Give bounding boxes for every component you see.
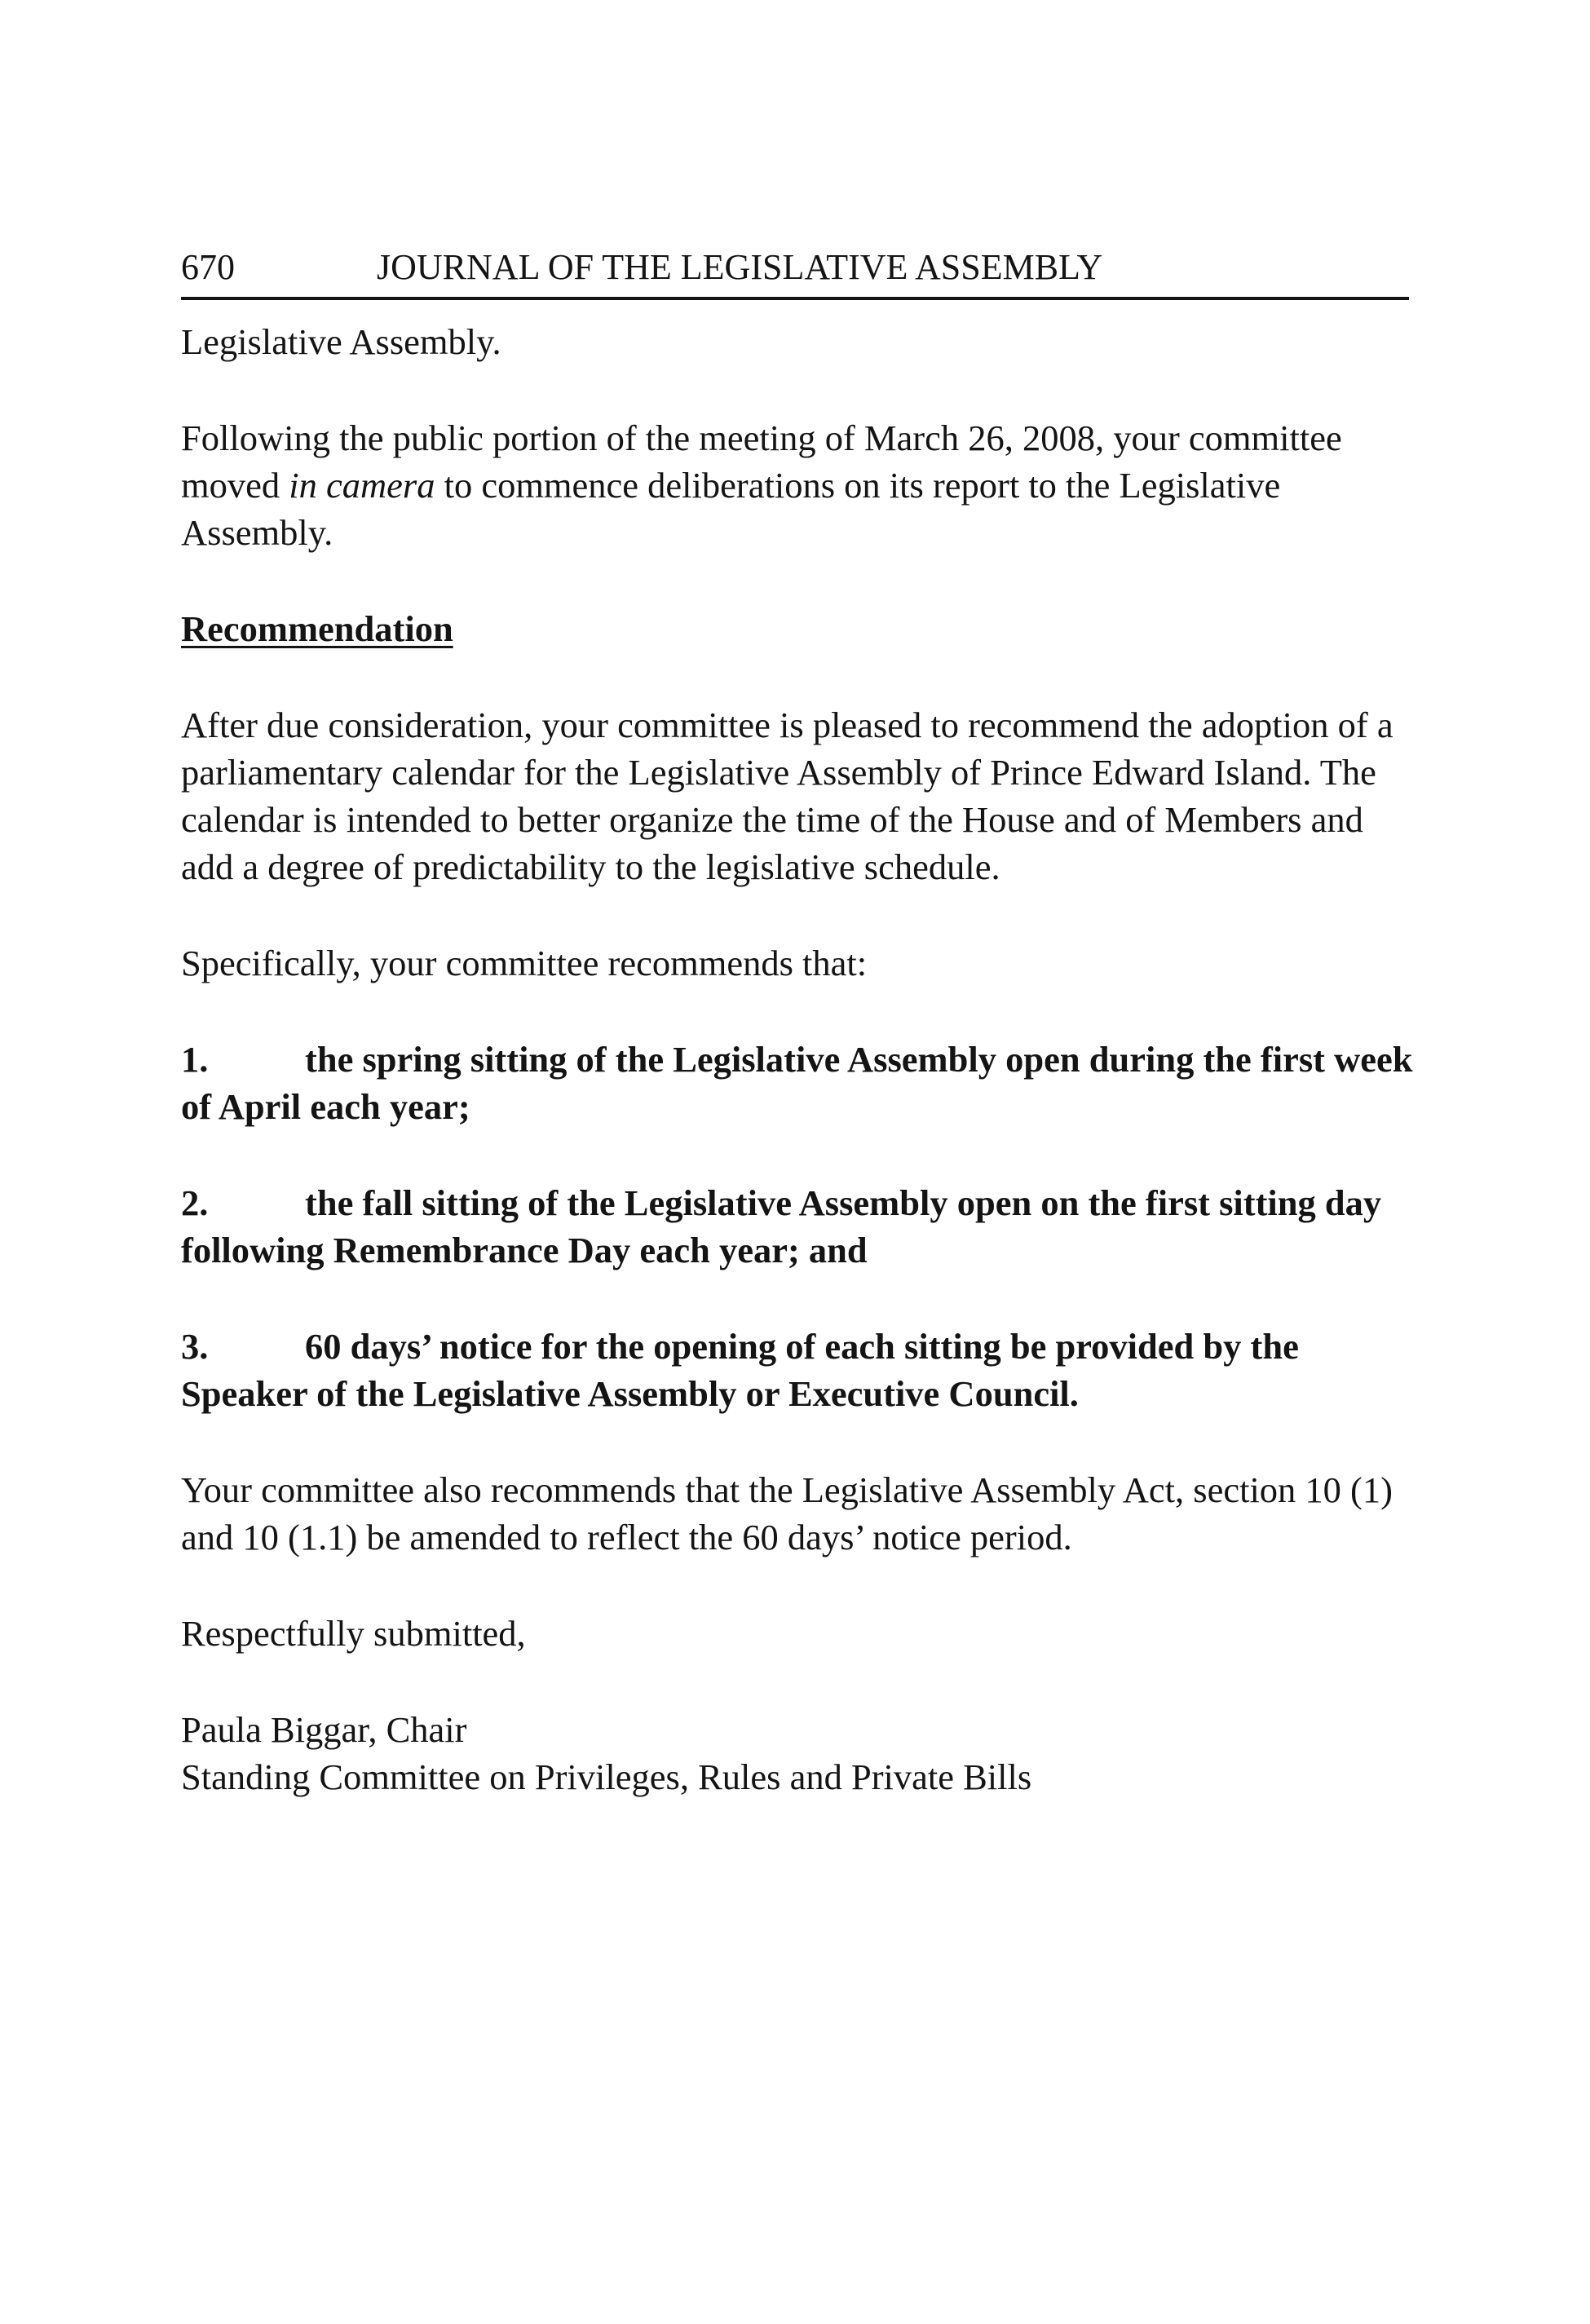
page-number: 670: [181, 247, 235, 287]
item-number: 3.: [181, 1326, 209, 1367]
paragraph-consideration: After due consideration, your committee is pleased to recommend the adoption of a parliamentary calendar for the Legislative Assembly of Prince Edward Island. The calendar is intended to better organize the time of the House and of Members and add a degree of predictability to the legislative schedule.: [181, 705, 1393, 887]
paragraph-amendment: Your committee also recommends that the Legislative Assembly Act, section 10 (1) and 10 (1.1) be amended to reflect the 60 days’ notice period.: [181, 1469, 1393, 1557]
item-text: 60 days’ notice for the opening of each sitting be provided by the Speaker of the Legislative Assembly or Executive Council.: [181, 1326, 1299, 1414]
recommendation-item: [181, 1323, 1420, 1417]
continuation-text: Legislative Assembly.: [181, 321, 501, 362]
page-body: [181, 318, 1420, 1800]
paragraph-text: Following the public portion of the meeting of March 26, 2008, your committee moved: [181, 418, 1342, 506]
item-number: 1.: [181, 1039, 209, 1080]
paragraph-public-portion: [181, 414, 1420, 556]
item-text: the fall sitting of the Legislative Assembly open on the first sitting day following Remembrance Day each year; and: [181, 1182, 1382, 1270]
italic-term: in camera: [289, 465, 435, 506]
paragraph-specifically: Specifically, your committee recommends that:: [181, 943, 868, 983]
recommendation-item: [181, 1179, 1420, 1274]
recommendation-item: [181, 1036, 1420, 1130]
signatory-committee: Standing Committee on Privileges, Rules and Private Bills: [181, 1756, 1032, 1797]
paragraph-text: to commence deliberations on its report to the Legislative Assembly.: [181, 465, 1281, 553]
page-header: [181, 243, 1409, 300]
closing-line: Respectfully submitted,: [181, 1613, 526, 1654]
signatory-name: Paula Biggar, Chair: [181, 1709, 467, 1750]
item-text: the spring sitting of the Legislative Assembly open during the first week of April each year;: [181, 1039, 1413, 1127]
running-head: JOURNAL OF THE LEGISLATIVE ASSEMBLY: [377, 247, 1103, 287]
section-heading: Recommendation: [181, 608, 453, 649]
item-number: 2.: [181, 1182, 209, 1223]
